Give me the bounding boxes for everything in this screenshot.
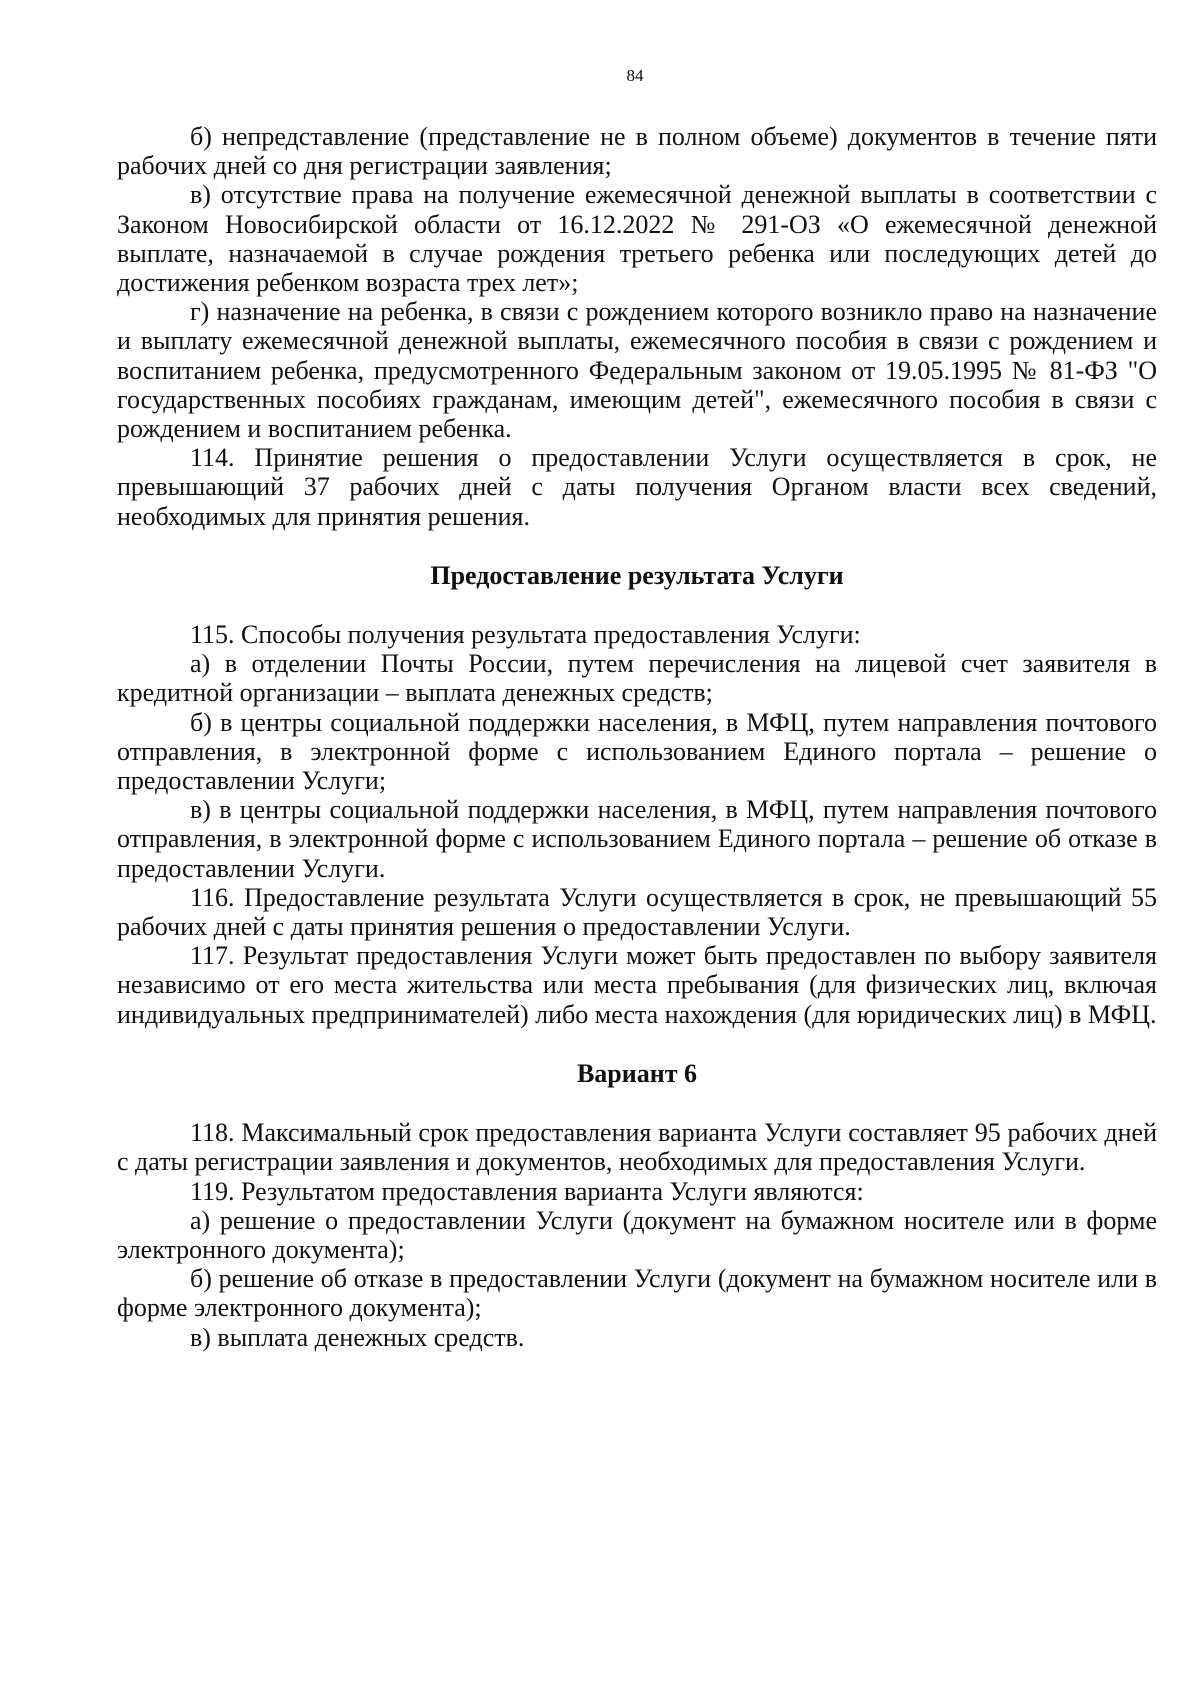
- paragraph-118: 118. Максимальный срок предоставления варианта Услуги составляет 95 рабочих дней с даты регистрации заявления и документов, необходимых для предоставления Услуги.: [117, 1118, 1157, 1177]
- section-heading-variant-6: Вариант 6: [576, 1058, 698, 1088]
- document-body: [117, 122, 1157, 1352]
- paragraph-119-a: а) решение о предоставлении Услуги (документ на бумажном носителе или в форме электронного документа);: [117, 1205, 1157, 1264]
- paragraph-115-v: в) в центры социальной поддержки населения, в МФЦ, путем направления почтового отправления, в электронной форме с использованием Единого портала – решение об отказе в предоставлении Услуги.: [117, 795, 1157, 883]
- paragraph-119: 119. Результатом предоставления варианта Услуги являются:: [190, 1176, 864, 1206]
- paragraph-119-v: в) выплата денежных средств.: [190, 1322, 525, 1352]
- page-number: 84: [626, 66, 644, 85]
- paragraph-114: 114. Принятие решения о предоставлении Услуги осуществляется в срок, не превышающий 37 рабочих дней с даты получения Органом власти всех сведений, необходимых для принятия решения.: [117, 443, 1157, 531]
- paragraph-v-no-right: в) отсутствие права на получение ежемесячной денежной выплаты в соответствии с Законом Новосибирской области от 16.12.2022 № 291-ОЗ «О ежемесячной денежной выплате, назначаемой в случае рождения третьего ребенка или последующих детей до достижения ребенком возраста трех лет»;: [117, 180, 1157, 298]
- section-heading-result: Предоставление результата Услуги: [430, 560, 844, 590]
- paragraph-116: 116. Предоставление результата Услуги осуществляется в срок, не превышающий 55 рабочих дней с даты принятия решения о предоставлении Услуги.: [117, 882, 1157, 942]
- paragraph-119-b: б) решение об отказе в предоставлении Услуги (документ на бумажном носителе или в форме электронного документа);: [117, 1264, 1157, 1323]
- paragraph-117: 117. Результат предоставления Услуги может быть предоставлен по выбору заявителя независимо от его места жительства или места пребывания (для физических лиц, включая индивидуальных предпринимателей) либо места нахождения (для юридических лиц) в МФЦ.: [117, 941, 1157, 1029]
- paragraph-b-non-submission: б) непредставление (представление не в полном объеме) документов в течение пяти рабочих дней со дня регистрации заявления;: [117, 122, 1157, 181]
- paragraph-g-assignment: г) назначение на ребенка, в связи с рождением которого возникло право на назначение и выплату ежемесячной денежной выплаты, ежемесячного пособия в связи с рождением и воспитанием ребенка, предусмотренного Федеральным законом от 19.05.1995 № 81-ФЗ "О государственных пособиях гражданам, имеющим детей", ежемесячного пособия в связи с рождением и воспитанием ребенка.: [117, 297, 1157, 444]
- paragraph-115: 115. Способы получения результата предоставления Услуги:: [190, 620, 861, 650]
- paragraph-115-b: б) в центры социальной поддержки населения, в МФЦ, путем направления почтового отправления, в электронной форме с использованием Единого портала – решение о предоставлении Услуги;: [117, 707, 1157, 796]
- paragraph-115-a: а) в отделении Почты России, путем перечисления на лицевой счет заявителя в кредитной организации – выплата денежных средств;: [117, 649, 1157, 708]
